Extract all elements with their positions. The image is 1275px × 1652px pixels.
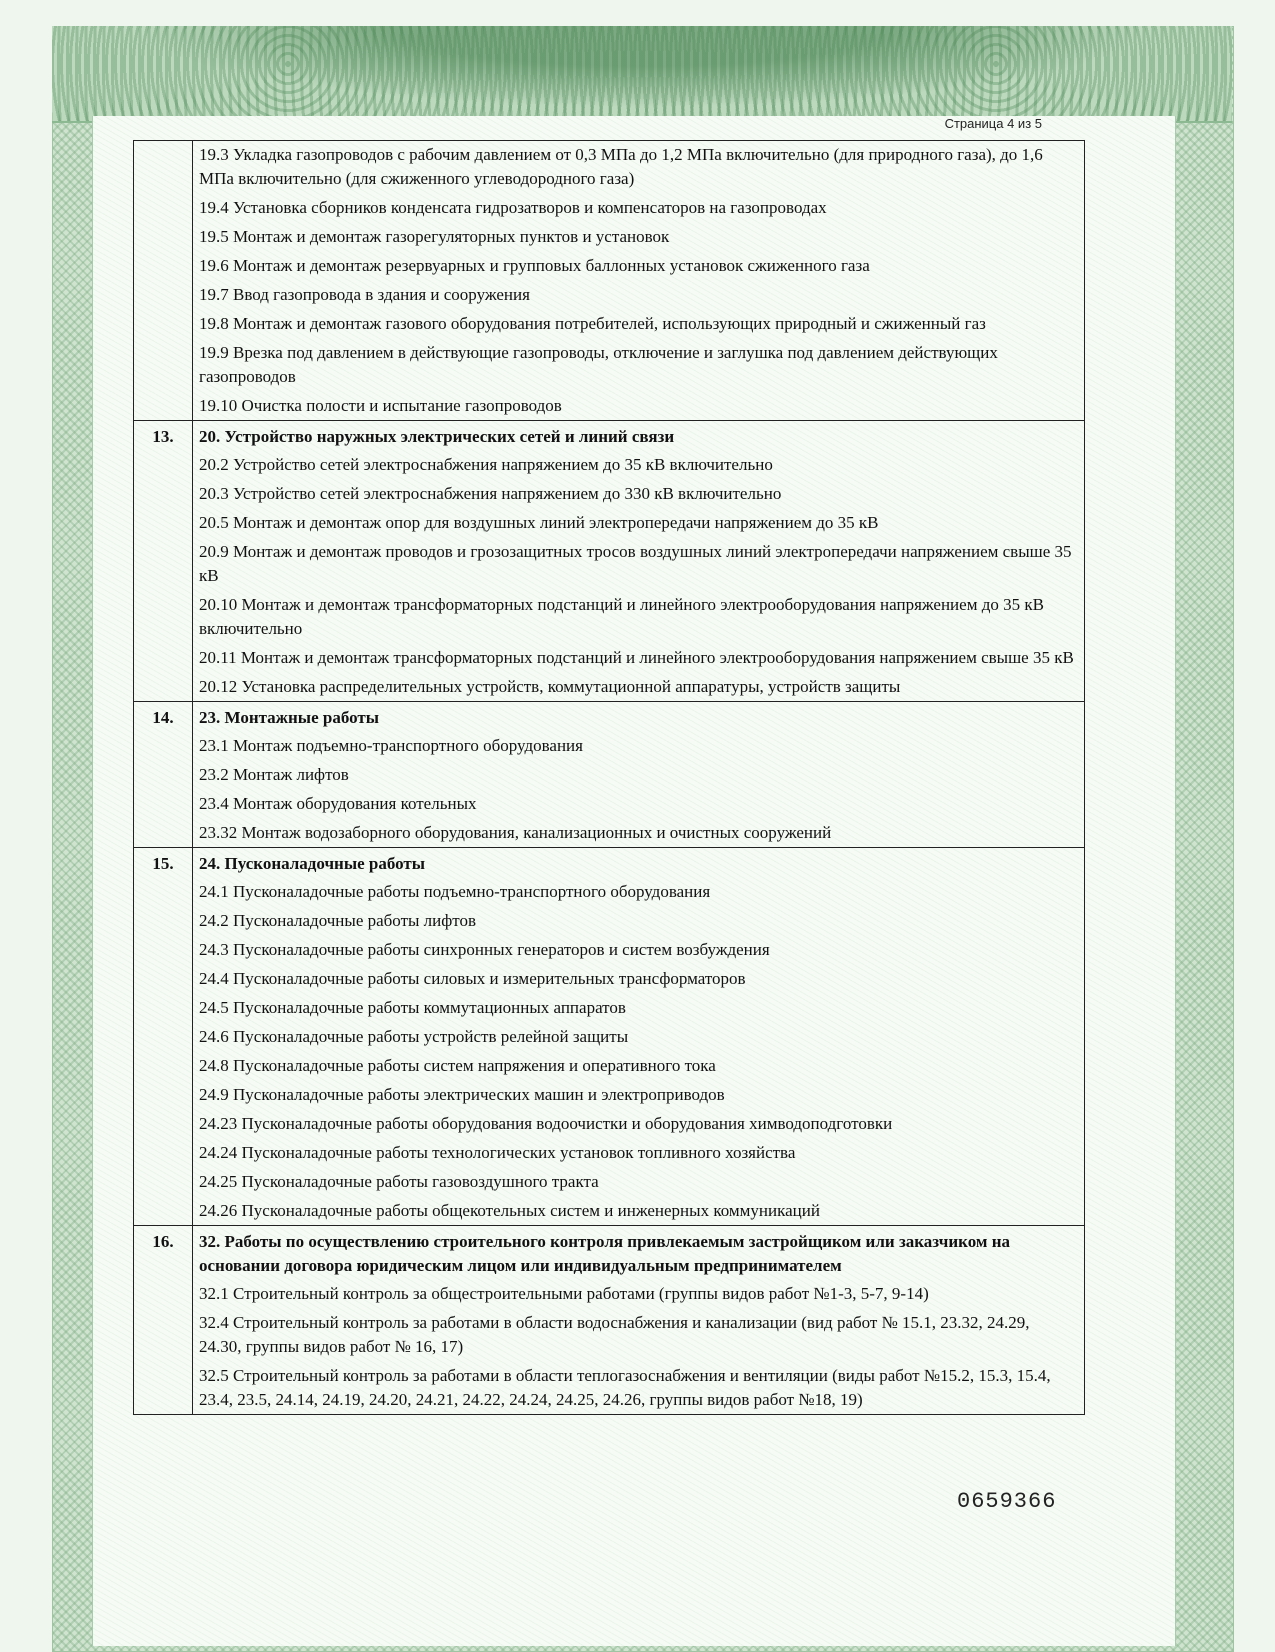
work-item: 20.5 Монтаж и демонтаж опор для воздушных линий электропередачи напряжением до 35 кВ: [199, 513, 879, 532]
work-item: 24.25 Пусконаладочные работы газовоздушного тракта: [199, 1172, 599, 1191]
table-row: [134, 421, 1085, 702]
work-item: 23.32 Монтаж водозаборного оборудования, канализационных и очистных сооружений: [199, 823, 832, 842]
table-row: [134, 702, 1085, 848]
work-item: 24.5 Пусконаладочные работы коммутационных аппаратов: [199, 998, 626, 1017]
table-row: [134, 1226, 1085, 1415]
section-heading: 23. Монтажные работы: [199, 708, 379, 727]
work-item: 20.10 Монтаж и демонтаж трансформаторных подстанций и линейного электрооборудования напряжением до 35 кВ включительно: [199, 595, 1044, 638]
work-item: 32.5 Строительный контроль за работами в области теплогазоснабжения и вентиляции (виды работ №15.2, 15.3, 15.4, 23.4, 23.5, 24.14, 24.19, 24.20, 24.21, 24.22, 24.24, 24.25, 24.26, группы видов работ №18, 19): [199, 1366, 1051, 1409]
work-item: 20.2 Устройство сетей электроснабжения напряжением до 35 кВ включительно: [199, 455, 773, 474]
ornamental-header: [52, 26, 1232, 123]
work-item: 24.2 Пусконаладочные работы лифтов: [199, 911, 477, 930]
work-item: 20.11 Монтаж и демонтаж трансформаторных подстанций и линейного электрооборудования напряжением свыше 35 кВ: [199, 648, 1074, 667]
work-item: 24.8 Пусконаладочные работы систем напряжения и оперативного тока: [199, 1056, 716, 1075]
row-content: [193, 848, 1085, 1226]
work-item: 24.4 Пусконаладочные работы силовых и измерительных трансформаторов: [199, 969, 746, 988]
work-item: 24.9 Пусконаладочные работы электрических машин и электроприводов: [199, 1085, 725, 1104]
row-number: 14.: [134, 702, 193, 848]
row-number: 16.: [134, 1226, 193, 1415]
work-item: 20.3 Устройство сетей электроснабжения напряжением до 330 кВ включительно: [199, 484, 782, 503]
row-content: [193, 702, 1085, 848]
row-content: [193, 1226, 1085, 1415]
row-number: [134, 141, 193, 421]
work-item: 19.4 Установка сборников конденсата гидрозатворов и компенсаторов на газопроводах: [199, 198, 827, 217]
work-item: 24.1 Пусконаладочные работы подъемно-транспортного оборудования: [199, 882, 711, 901]
work-item: 19.8 Монтаж и демонтаж газового оборудования потребителей, использующих природный и сжиженный газ: [199, 314, 986, 333]
section-heading: 20. Устройство наружных электрических сетей и линий связи: [199, 427, 675, 446]
table-row: [134, 141, 1085, 421]
page-number: Страница 4 из 5: [944, 116, 1042, 131]
section-heading: 32. Работы по осуществлению строительного контроля привлекаемым застройщиком или заказчиком на основании договора юридическим лицом или индивидуальным предпринимателем: [199, 1232, 1011, 1275]
work-item: 24.23 Пусконаладочные работы оборудования водоочистки и оборудования химводоподготовки: [199, 1114, 893, 1133]
row-content: [193, 141, 1085, 421]
work-item: 19.7 Ввод газопровода в здания и сооружения: [199, 285, 530, 304]
work-item: 19.6 Монтаж и демонтаж резервуарных и групповых баллонных установок сжиженного газа: [199, 256, 870, 275]
work-item: 24.3 Пусконаладочные работы синхронных генераторов и систем возбуждения: [199, 940, 770, 959]
row-number: 13.: [134, 421, 193, 702]
work-item: 24.24 Пусконаладочные работы технологических установок топливного хозяйства: [199, 1143, 796, 1162]
work-item: 20.9 Монтаж и демонтаж проводов и грозозащитных тросов воздушных линий электропередачи напряжением свыше 35 кВ: [199, 542, 1072, 585]
row-number: 15.: [134, 848, 193, 1226]
work-item: 19.10 Очистка полости и испытание газопроводов: [199, 396, 562, 415]
work-item: 20.12 Установка распределительных устройств, коммутационной аппаратуры, устройств защиты: [199, 677, 901, 696]
section-heading: 24. Пусконаладочные работы: [199, 854, 426, 873]
work-item: 19.9 Врезка под давлением в действующие газопроводы, отключение и заглушка под давлением действующих газопроводов: [199, 343, 998, 386]
work-item: 23.4 Монтаж оборудования котельных: [199, 794, 477, 813]
work-item: 24.6 Пусконаладочные работы устройств релейной защиты: [199, 1027, 629, 1046]
table-body: [134, 141, 1085, 1415]
work-item: 23.2 Монтаж лифтов: [199, 765, 349, 784]
row-content: [193, 421, 1085, 702]
serial-number: 0659366: [957, 1489, 1057, 1514]
work-types-table: [133, 140, 1085, 1415]
work-item: 19.3 Укладка газопроводов с рабочим давлением от 0,3 МПа до 1,2 МПа включительно (для природного газа), до 1,6 МПа включительно (для сжиженного углеводородного газа): [199, 145, 1043, 188]
work-item: 23.1 Монтаж подъемно-транспортного оборудования: [199, 736, 583, 755]
work-item: 32.4 Строительный контроль за работами в области водоснабжения и канализации (вид работ № 15.1, 23.32, 24.29, 24.30, группы видов работ № 16, 17): [199, 1313, 1030, 1356]
work-item: 19.5 Монтаж и демонтаж газорегуляторных пунктов и установок: [199, 227, 670, 246]
table-row: [134, 848, 1085, 1226]
work-item: 32.1 Строительный контроль за общестроительными работами (группы видов работ №1-3, 5-7, 9-14): [199, 1284, 929, 1303]
work-item: 24.26 Пусконаладочные работы общекотельных систем и инженерных коммуникаций: [199, 1201, 820, 1220]
